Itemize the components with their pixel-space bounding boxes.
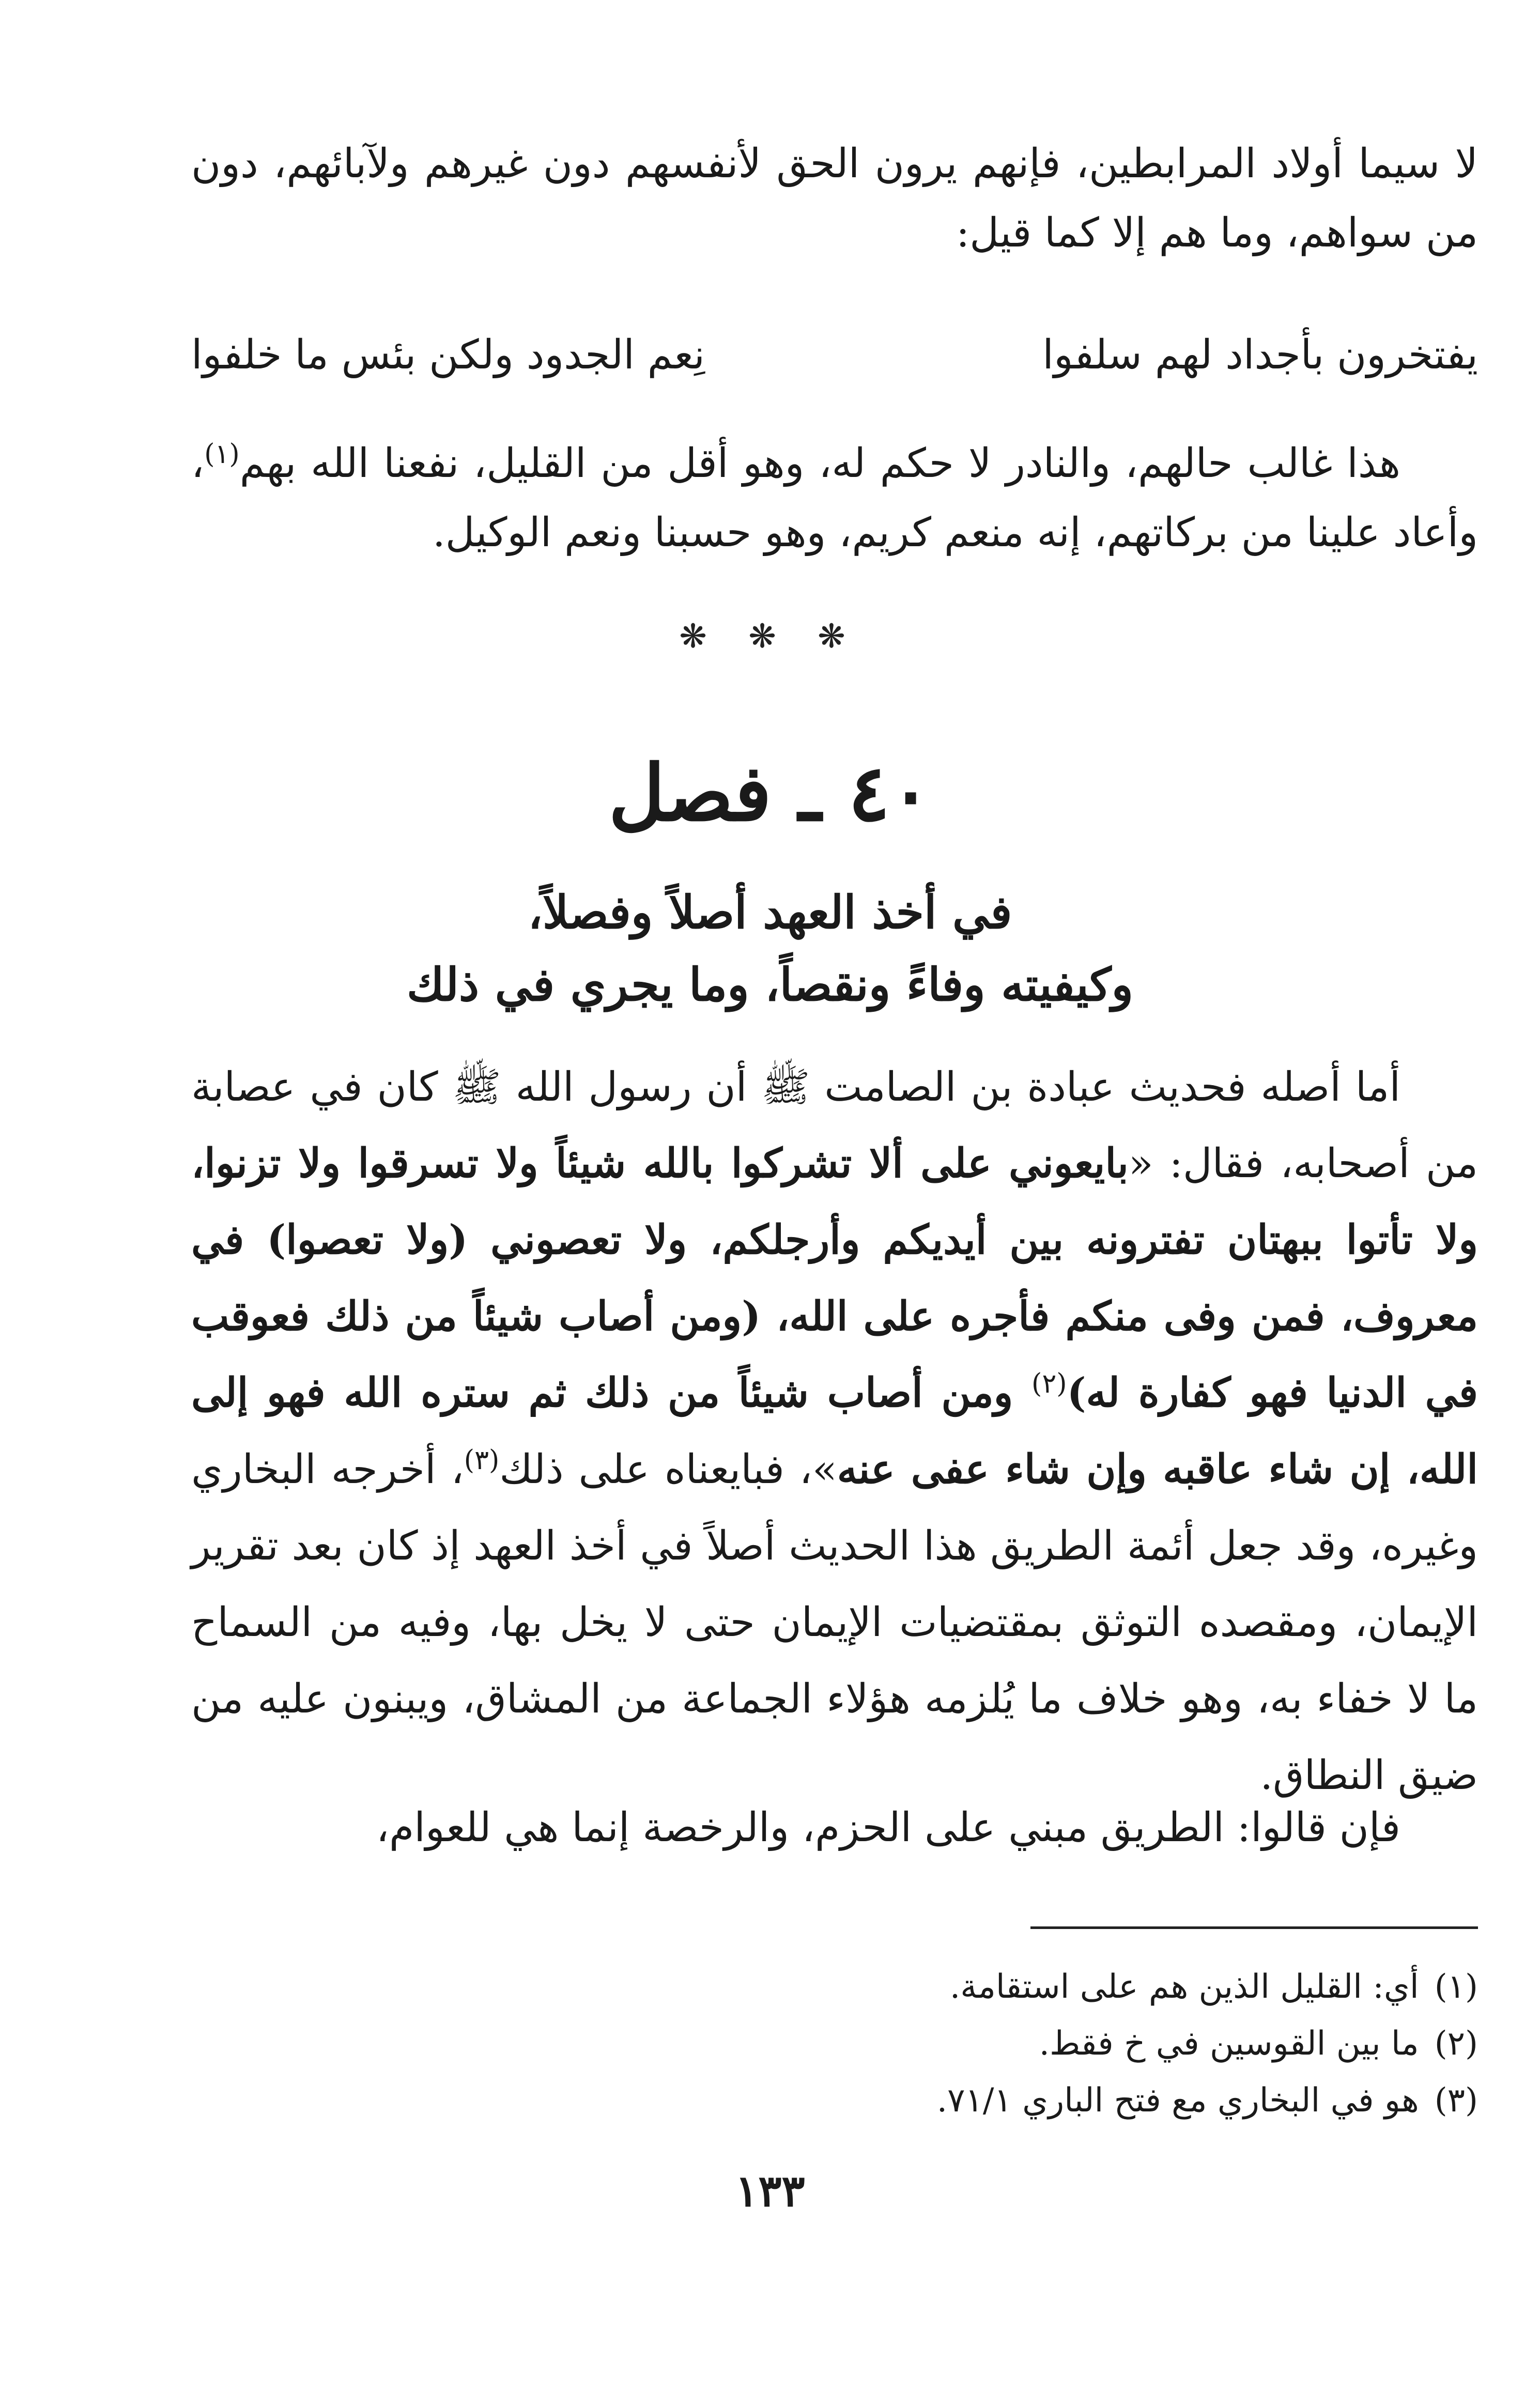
- section-ornament: ❋ ❋ ❋: [679, 618, 861, 656]
- footnote-number: (٣): [1434, 2081, 1478, 2120]
- main-intro: أما أصله فحديث عبادة بن الصامت ﷺ أن رسول الله ﷺ كان في عصابة من أصحابه، فقال: «: [191, 1064, 1478, 1187]
- footnote-divider: [1030, 1926, 1478, 1929]
- last-paragraph: فإن قالوا: الطريق مبني على الحزم، والرخصة إنما هي للعوام،: [376, 1804, 1400, 1851]
- main-paragraph: [191, 1049, 1478, 1814]
- footnote-3: [191, 2072, 1478, 2129]
- opening-paragraph: لا سيما أولاد المرابطين، فإنهم يرون الحق لأنفسهم دون غيرهم ولآبائهم، دون من سواهم، وما هم إلا كما قيل:: [191, 141, 1478, 256]
- chapter-title: ٤٠ ـ فصل: [608, 748, 932, 839]
- main-conclusion: ، أخرجه البخاري وغيره، وقد جعل أئمة الطريق هذا الحديث أصلاً في أخذ العهد إذ كان بعد تقرير الإيمان، ومقصده التوثق بمقتضيات الإيمان حتى لا يخل بها، وفيه من السماح ما لا خفاء به، وهو خلاف ما يُلزمه هؤلاء الجماعة من المشاق، ويبنون عليه من ضيق النطاق.: [191, 1446, 1479, 1799]
- footnote-ref-1[interactable]: (١): [204, 439, 240, 470]
- footnote-text: هو في البخاري مع فتح الباري ٧١/١.: [936, 2081, 1419, 2120]
- hadith-text-part1: بايعوني على ألا تشركوا بالله شيئاً ولا تسرقوا ولا تزنوا، ولا تأتوا ببهتان تفترونه بين أيديكم وأرجلكم، ولا تعصوني (ولا تعصوا) في معروف، فمن وفى منكم فأجره على الله، (ومن أصاب شيئاً من ذلك فعوقب في الدنيا فهو كفارة له): [191, 1140, 1478, 1416]
- hadith-text-part2: ومن أصاب شيئاً من ذلك ثم ستره الله فهو إلى الله، إن شاء عاقبه وإن شاء عفى عنه: [191, 1369, 1478, 1493]
- chapter-subtitle-line1: في أخذ العهد أصلاً وفصلاً،: [528, 885, 1012, 939]
- footnote-number: (١): [1434, 1968, 1478, 2006]
- second-paragraph: [191, 429, 1478, 567]
- poem-hemistich-left: نِعم الجدود ولكن بئس ما خلفوا: [191, 332, 705, 378]
- footnote-ref-2[interactable]: (٢): [1031, 1368, 1067, 1399]
- page-number: ١٣٣: [735, 2165, 805, 2216]
- footnotes: [191, 1958, 1478, 2129]
- second-paragraph-text-end: ، وأعاد علينا من بركاتهم، إنه منعم كريم، وهو حسبنا ونعم الوكيل.: [191, 440, 1478, 556]
- footnote-1: [191, 1958, 1478, 2015]
- poem-hemistich-right: يفتخرون بأجداد لهم سلفوا: [1042, 332, 1478, 378]
- footnote-text: أي: القليل الذين هم على استقامة.: [949, 1968, 1419, 2006]
- footnote-2: [191, 2015, 1478, 2072]
- footnote-text: ما بين القوسين في خ فقط.: [1039, 2025, 1419, 2063]
- poem-verse: [191, 320, 1478, 390]
- chapter-subtitle-line2: وكيفيته وفاءً ونقصاً، وما يجري في ذلك: [406, 958, 1134, 1011]
- second-paragraph-text: هذا غالب حالهم، والنادر لا حكم له، وهو أقل من القليل، نفعنا الله بهم: [239, 440, 1401, 487]
- footnote-ref-3[interactable]: (٣): [464, 1445, 500, 1476]
- footnote-number: (٢): [1434, 2025, 1478, 2063]
- after-hadith: »، فبايعناه على ذلك: [499, 1446, 837, 1493]
